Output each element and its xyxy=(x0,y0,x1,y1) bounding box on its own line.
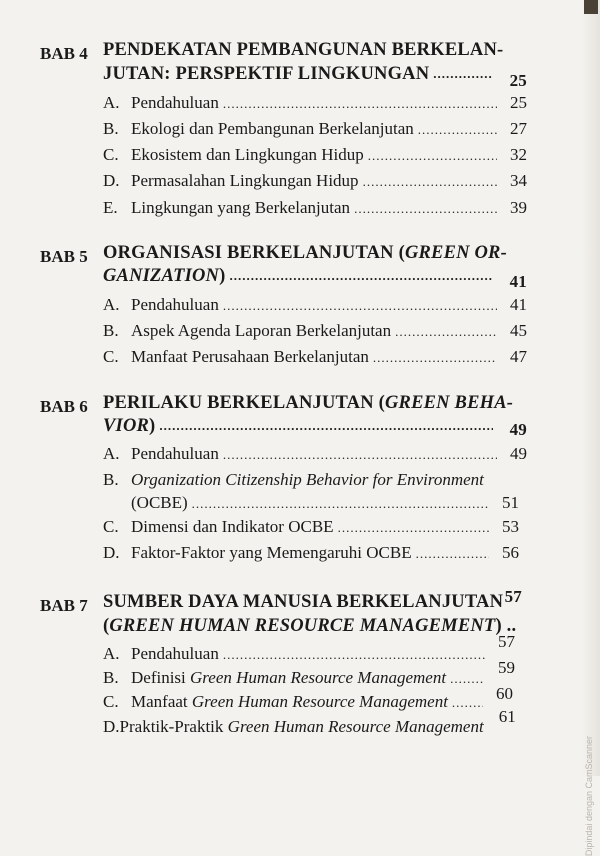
toc-entry-continued[interactable]: (OCBE) ..... 51 xyxy=(131,493,519,513)
toc-entry[interactable]: B. Ekologi dan Pembangunan Berkelanjutan ..... 27 xyxy=(103,119,527,139)
chapter-title-line2[interactable]: VIOR ) ..... xyxy=(103,416,497,437)
toc-entry[interactable]: B. Organization Citizenship Behavior for Environment xyxy=(103,470,484,489)
toc-entry[interactable]: C. Manfaat Perusahaan Berkelanjutan ..... 47 xyxy=(103,347,527,367)
toc-entry[interactable]: A. Pendahuluan ..... 25 xyxy=(103,93,527,113)
chapter-title-line2[interactable]: JUTAN: PERSPEKTIF LINGKUNGAN ..... xyxy=(103,64,497,85)
chapter-page: 25 xyxy=(509,71,527,90)
chapter-page: 49 xyxy=(509,420,527,439)
toc-entry[interactable]: A. Pendahuluan ..... 41 xyxy=(103,295,527,315)
bab-number: BAB 6 xyxy=(40,397,88,416)
chapter-title-line1: PENDEKATAN PEMBANGUNAN BERKELAN- xyxy=(103,40,504,60)
scanner-watermark: Dipindai dengan CamScanner xyxy=(584,736,594,856)
toc-entry[interactable]: B. Definisi Green Human Resource Management ..... 59 xyxy=(103,668,515,688)
toc-entry[interactable]: D. Praktik-Praktik Green Human Resource Management 61 xyxy=(103,707,516,736)
toc-entry[interactable]: C. Ekosistem dan Lingkungan Hidup ..... 32 xyxy=(103,145,527,165)
page-edge xyxy=(582,0,600,776)
chapter-title-line1: PERILAKU BERKELANJUTAN ( GREEN BEHA- xyxy=(103,393,514,413)
toc-entry[interactable]: D. Faktor-Faktor yang Memengaruhi OCBE ..... 56 xyxy=(103,543,519,563)
chapter-title-line2[interactable]: ( GREEN HUMAN RESOURCE MANAGEMENT ) .. xyxy=(103,616,517,636)
chapter-page: 57 xyxy=(504,587,522,606)
chapter-title-line2[interactable]: GANIZATION ) ..... xyxy=(103,266,497,287)
binding-mark xyxy=(584,0,598,14)
toc-entry[interactable]: A. Pendahuluan ..... 49 xyxy=(103,444,527,464)
bab-number: BAB 5 xyxy=(40,247,88,266)
toc-entry[interactable]: E. Lingkungan yang Berkelanjutan ..... 39 xyxy=(103,198,527,218)
toc-entry[interactable]: D. Permasalahan Lingkungan Hidup ..... 34 xyxy=(103,171,527,191)
chapter-title-line1: SUMBER DAYA MANUSIA BERKELANJUTAN xyxy=(103,592,504,612)
toc-entry[interactable]: C. Manfaat Green Human Resource Management ..... 60 xyxy=(103,692,513,712)
toc-entry[interactable]: A. Pendahuluan ..... 57 xyxy=(103,644,515,664)
chapter-page: 41 xyxy=(509,272,527,291)
bab-number: BAB 4 xyxy=(40,44,88,63)
chapter-title-line1: ORGANISASI BERKELANJUTAN ( GREEN OR- xyxy=(103,243,507,263)
toc-entry[interactable]: C. Dimensi dan Indikator OCBE ..... 53 xyxy=(103,517,519,537)
toc-entry[interactable]: B. Aspek Agenda Laporan Berkelanjutan ..... 45 xyxy=(103,321,527,341)
bab-number: BAB 7 xyxy=(40,596,88,615)
